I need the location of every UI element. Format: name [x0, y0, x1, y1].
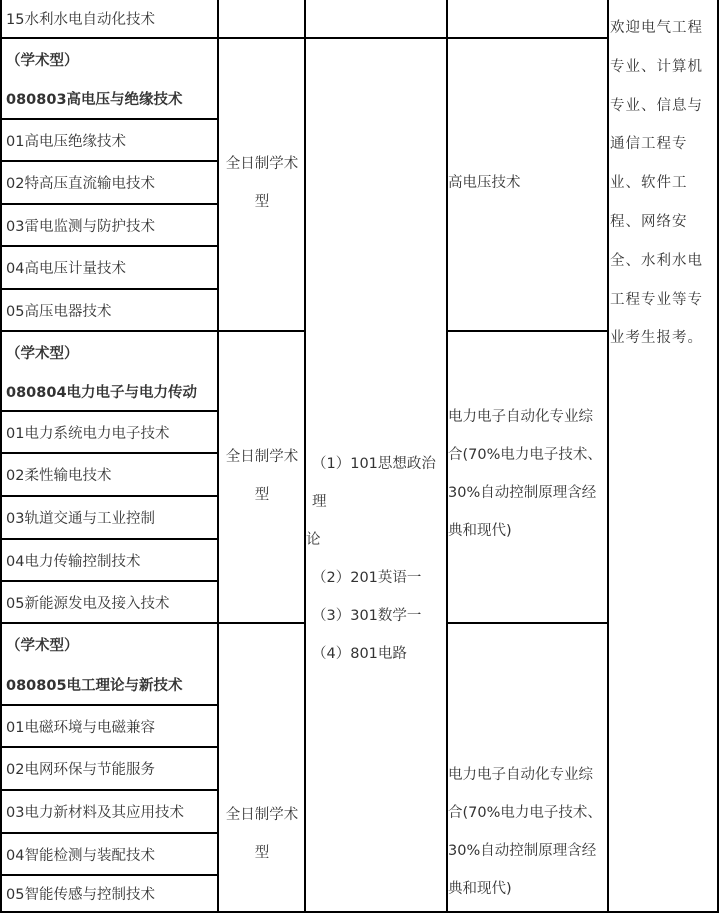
- list-item: 05智能传感与控制技术: [6, 887, 155, 903]
- retest-subject-cell: 高电压技术: [448, 175, 521, 191]
- list-item: 04电力传输控制技术: [6, 553, 141, 570]
- row-divider: [446, 330, 609, 332]
- remarks-cell: 欢迎电气工程 专业、计算机 专业、信息与 通信工程专 业、软件工 程、网络安 全、水利水电 工程专业等专 业考生报考。: [610, 20, 703, 347]
- row-divider: [217, 37, 306, 39]
- list-item: 05新能源发电及接入技术: [6, 595, 170, 612]
- list-item: 02柔性输电技术: [6, 468, 112, 484]
- study-type-cell: 全日制学术 型: [225, 807, 299, 861]
- list-item: 15水利水电自动化技术: [6, 12, 155, 28]
- major-title: 080803高电压与绝缘技术: [6, 92, 183, 108]
- program-type-label: （学术型）: [6, 345, 79, 362]
- row-divider: [446, 622, 609, 624]
- list-item: 01电磁环境与电磁兼容: [6, 719, 155, 736]
- table-border-right: [717, 0, 719, 913]
- list-item: 03轨道交通与工业控制: [6, 511, 155, 527]
- study-type-cell: 全日制学术 型: [225, 449, 299, 503]
- program-type-label: （学术型）: [6, 637, 79, 654]
- list-item: 02电网环保与节能服务: [6, 762, 155, 778]
- table-border-left: [0, 0, 2, 913]
- program-type-label: （学术型）: [6, 52, 79, 69]
- list-item: 03雷电监测与防护技术: [6, 218, 155, 235]
- list-item: 01电力系统电力电子技术: [6, 425, 170, 442]
- row-divider: [217, 330, 306, 332]
- row-divider: [304, 37, 448, 39]
- exam-subjects-cell: （1）101思想政治理 论 （2）201英语一 （3）301数学一 （4）801电路: [306, 456, 436, 662]
- study-type-cell: 全日制学术 型: [225, 156, 299, 210]
- retest-subject-cell: 电力电子自动化专业综 合(70%电力电子技术、 30%自动控制原理含经 典和现代): [448, 767, 602, 897]
- list-item: 03电力新材料及其应用技术: [6, 805, 184, 821]
- major-title: 080804电力电子与电力传动: [6, 384, 198, 401]
- list-item: 01高电压绝缘技术: [6, 133, 126, 150]
- major-title: 080805电工理论与新技术: [6, 677, 183, 694]
- row-divider: [446, 37, 609, 39]
- list-item: 04智能检测与装配技术: [6, 847, 155, 864]
- retest-subject-cell: 电力电子自动化专业综 合(70%电力电子技术、 30%自动控制原理含经 典和现代): [448, 409, 602, 539]
- list-item: 04高电压计量技术: [6, 261, 126, 277]
- row-divider: [217, 622, 306, 624]
- list-item: 05高压电器技术: [6, 303, 112, 320]
- list-item: 02特高压直流输电技术: [6, 176, 155, 192]
- column-divider: [217, 0, 219, 913]
